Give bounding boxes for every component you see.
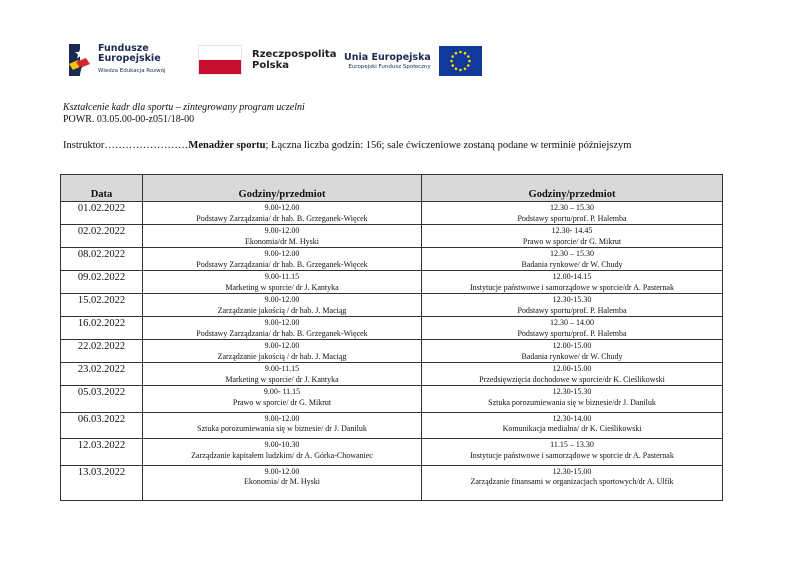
table-row bbox=[61, 363, 723, 386]
afternoon-slot-cell bbox=[422, 271, 723, 294]
afternoon-slot-cell bbox=[422, 340, 723, 363]
morning-subject: Zarządzanie jakością / dr hab. J. Maciąg bbox=[217, 305, 347, 315]
table-row bbox=[61, 248, 723, 271]
date-text: 13.03.2022 bbox=[77, 466, 126, 478]
afternoon-slot-cell bbox=[422, 202, 723, 225]
header-afternoon: Godziny/przedmiot bbox=[422, 175, 723, 202]
morning-time: 9.00-12.00 bbox=[264, 341, 300, 350]
schedule-table bbox=[60, 174, 723, 501]
afternoon-time: 12.30 – 15.30 bbox=[550, 203, 594, 212]
afternoon-slot-cell bbox=[422, 317, 723, 340]
afternoon-time: 12.00-14.15 bbox=[552, 272, 592, 281]
eu-star-icon bbox=[451, 64, 454, 67]
table-row bbox=[61, 439, 723, 466]
afternoon-slot-cell bbox=[422, 363, 723, 386]
morning-slot-cell bbox=[143, 363, 422, 386]
instructor-suffix: ; Łączna liczba godzin: 156; sale ćwiczeniowe zostaną podane w terminie późniejszym bbox=[265, 140, 632, 151]
afternoon-slot-cell bbox=[422, 412, 723, 439]
afternoon-slot-cell bbox=[422, 225, 723, 248]
fundusze-line2: Europejskie bbox=[98, 53, 161, 64]
morning-time: 9.00-12.00 bbox=[264, 466, 300, 476]
date-text: 09.02.2022 bbox=[77, 272, 126, 283]
fundusze-europejskie-mark-icon bbox=[66, 42, 92, 78]
date-cell bbox=[61, 317, 143, 340]
morning-subject: Ekonomia/dr M. Hyski bbox=[245, 236, 319, 246]
instructor-line bbox=[63, 140, 631, 151]
morning-time: 9.00-11.15 bbox=[264, 364, 300, 373]
unia-europejska-logo bbox=[344, 46, 482, 76]
morning-subject: Ekonomia/ dr M. Hyski bbox=[244, 477, 320, 486]
table-row bbox=[61, 386, 723, 413]
document-title: Kształcenie kadr dla sportu – zintegrowany program uczelni bbox=[63, 102, 305, 113]
date-cell bbox=[61, 386, 143, 413]
date-text: 02.02.2022 bbox=[77, 226, 126, 237]
date-cell bbox=[61, 340, 143, 363]
date-text: 23.02.2022 bbox=[77, 364, 126, 375]
morning-subject: Zarządzanie kapitałem ludzkim/ dr A. Górka-Chowaniec bbox=[191, 450, 373, 460]
afternoon-subject: Instytucje państwowe i samorządowe w sporcie/dr A. Pasternak bbox=[470, 282, 674, 292]
morning-time: 9.00-12.00 bbox=[264, 318, 300, 327]
header-morning: Godziny/przedmiot bbox=[143, 175, 422, 202]
rzeczpospolita-polska-logo bbox=[198, 45, 336, 75]
eu-star-icon bbox=[467, 64, 470, 67]
date-text: 22.02.2022 bbox=[77, 341, 126, 352]
date-text: 15.02.2022 bbox=[77, 295, 126, 306]
date-cell bbox=[61, 439, 143, 466]
morning-subject: Zarządzanie jakością / dr hab. J. Maciąg bbox=[217, 351, 347, 361]
afternoon-time: 12.00-15.00 bbox=[552, 341, 592, 350]
date-text: 05.03.2022 bbox=[77, 387, 126, 398]
table-row bbox=[61, 271, 723, 294]
morning-subject: Sztuka porozumiewania się w biznesie/ dr J. Daniluk bbox=[197, 424, 367, 433]
morning-slot-cell bbox=[143, 248, 422, 271]
afternoon-time: 12.30-15.30 bbox=[552, 387, 592, 396]
eu-star-icon bbox=[455, 67, 458, 70]
afternoon-time: 12.30- 14.45 bbox=[551, 226, 593, 235]
afternoon-subject: Komunikacja medialna/ dr K. Cieślikowski bbox=[502, 424, 642, 433]
morning-subject: Podstawy Zarządzania/ dr hab. B. Grzeganek-Więcek bbox=[196, 213, 368, 223]
afternoon-subject: Sztuka porozumiewania się w biznesie/dr J. Daniluk bbox=[488, 397, 656, 407]
date-cell bbox=[61, 294, 143, 317]
afternoon-time: 12.30-15.00 bbox=[552, 466, 592, 476]
morning-time: 9.00-12.00 bbox=[264, 413, 300, 423]
morning-time: 9.00-12.00 bbox=[264, 203, 300, 212]
afternoon-slot-cell bbox=[422, 465, 723, 500]
project-code: POWR. 03.05.00-00-z051/18-00 bbox=[63, 114, 195, 125]
morning-time: 9.00- 11.15 bbox=[263, 387, 301, 396]
fundusze-line1: Fundusze bbox=[98, 43, 149, 54]
morning-slot-cell bbox=[143, 386, 422, 413]
afternoon-time: 12.30 – 15.30 bbox=[550, 249, 594, 258]
morning-subject: Marketing w sporcie/ dr J. Kantyka bbox=[225, 374, 339, 384]
afternoon-slot-cell bbox=[422, 386, 723, 413]
afternoon-time: 12.30-14.00 bbox=[552, 413, 592, 423]
afternoon-subject: Przedsięwzięcia dochodowe w sporcie/dr K. Cieślikowski bbox=[479, 374, 665, 384]
afternoon-subject: Podstawy sportu/prof. P. Halemba bbox=[517, 213, 627, 223]
morning-time: 9.00-11.15 bbox=[264, 272, 300, 281]
morning-slot-cell bbox=[143, 340, 422, 363]
eu-star-icon bbox=[451, 55, 454, 58]
afternoon-slot-cell bbox=[422, 439, 723, 466]
morning-subject: Prawo w sporcie/ dr G. Mikrut bbox=[232, 397, 332, 407]
morning-subject: Podstawy Zarządzania/ dr hab. B. Grzeganek-Więcek bbox=[196, 328, 368, 338]
unia-line2: Europejski Fundusz Społeczny bbox=[348, 64, 431, 70]
eu-star-icon bbox=[467, 55, 470, 58]
eu-star-icon bbox=[464, 67, 467, 70]
morning-slot-cell bbox=[143, 412, 422, 439]
date-cell bbox=[61, 248, 143, 271]
morning-time: 9.00-10.30 bbox=[264, 440, 300, 449]
morning-slot-cell bbox=[143, 225, 422, 248]
course-name: Menadżer sportu bbox=[188, 140, 266, 151]
date-text: 06.03.2022 bbox=[77, 413, 126, 425]
date-cell bbox=[61, 271, 143, 294]
header-date: Data bbox=[61, 175, 143, 202]
table-header-row bbox=[61, 175, 723, 202]
eu-star-icon bbox=[450, 60, 453, 63]
afternoon-subject: Podstawy sportu/prof. P. Halemba bbox=[517, 305, 627, 315]
table-row bbox=[61, 340, 723, 363]
afternoon-time: 11.15 – 13.30 bbox=[550, 440, 594, 449]
morning-slot-cell bbox=[143, 271, 422, 294]
morning-slot-cell bbox=[143, 439, 422, 466]
morning-subject: Podstawy Zarządzania/ dr hab. B. Grzeganek-Więcek bbox=[196, 259, 368, 269]
morning-slot-cell bbox=[143, 465, 422, 500]
date-text: 16.02.2022 bbox=[77, 318, 126, 329]
instructor-prefix: Instruktor…………………… bbox=[63, 140, 189, 151]
morning-subject: Marketing w sporcie/ dr J. Kantyka bbox=[225, 282, 339, 292]
afternoon-subject: Badania rynkowe/ dr W. Chudy bbox=[521, 351, 623, 361]
morning-slot-cell bbox=[143, 202, 422, 225]
eu-star-icon bbox=[455, 52, 458, 55]
date-cell bbox=[61, 225, 143, 248]
afternoon-subject: Instytucje państwowe i samorządowe w sporcie dr A. Pasternak bbox=[470, 450, 674, 460]
table-row bbox=[61, 465, 723, 500]
afternoon-slot-cell bbox=[422, 294, 723, 317]
fundusze-line3: Wiedza Edukacja Rozwój bbox=[98, 68, 166, 74]
morning-time: 9.00-12.00 bbox=[264, 226, 300, 235]
table-row bbox=[61, 225, 723, 248]
date-text: 08.02.2022 bbox=[77, 249, 126, 260]
eu-flag-icon bbox=[439, 46, 482, 76]
morning-time: 9.00-12.00 bbox=[264, 295, 300, 304]
date-text: 01.02.2022 bbox=[77, 203, 126, 214]
afternoon-time: 12.30 – 14.00 bbox=[550, 318, 594, 327]
afternoon-time: 12.30-15.30 bbox=[552, 295, 592, 304]
afternoon-time: 12.00-15.00 bbox=[552, 364, 592, 373]
date-cell bbox=[61, 363, 143, 386]
afternoon-subject: Prawo w sporcie/ dr G. Mikrut bbox=[522, 236, 622, 246]
afternoon-subject: Podstawy sportu/prof. P. Halemba bbox=[517, 328, 627, 338]
table-row bbox=[61, 412, 723, 439]
morning-time: 9.00-12.00 bbox=[264, 249, 300, 258]
date-cell bbox=[61, 412, 143, 439]
morning-slot-cell bbox=[143, 317, 422, 340]
rzeczpospolita-line2: Polska bbox=[252, 60, 289, 71]
table-row bbox=[61, 294, 723, 317]
eu-star-icon bbox=[468, 60, 471, 63]
eu-star-icon bbox=[464, 52, 467, 55]
table-row bbox=[61, 317, 723, 340]
date-cell bbox=[61, 465, 143, 500]
afternoon-subject: Zarządzanie finansami w organizacjach sportowych/dr A. Ulfik bbox=[470, 477, 674, 486]
date-cell bbox=[61, 202, 143, 225]
date-text: 12.03.2022 bbox=[77, 440, 126, 451]
eu-star-icon bbox=[459, 51, 462, 54]
eu-star-icon bbox=[459, 69, 462, 72]
fundusze-europejskie-logo bbox=[66, 42, 166, 78]
table-row bbox=[61, 202, 723, 225]
polish-flag-icon bbox=[198, 45, 242, 75]
afternoon-subject: Badania rynkowe/ dr W. Chudy bbox=[521, 259, 623, 269]
afternoon-slot-cell bbox=[422, 248, 723, 271]
unia-line1: Unia Europejska bbox=[344, 52, 431, 63]
rzeczpospolita-line1: Rzeczpospolita bbox=[252, 49, 337, 60]
morning-slot-cell bbox=[143, 294, 422, 317]
header-logos bbox=[66, 42, 496, 82]
